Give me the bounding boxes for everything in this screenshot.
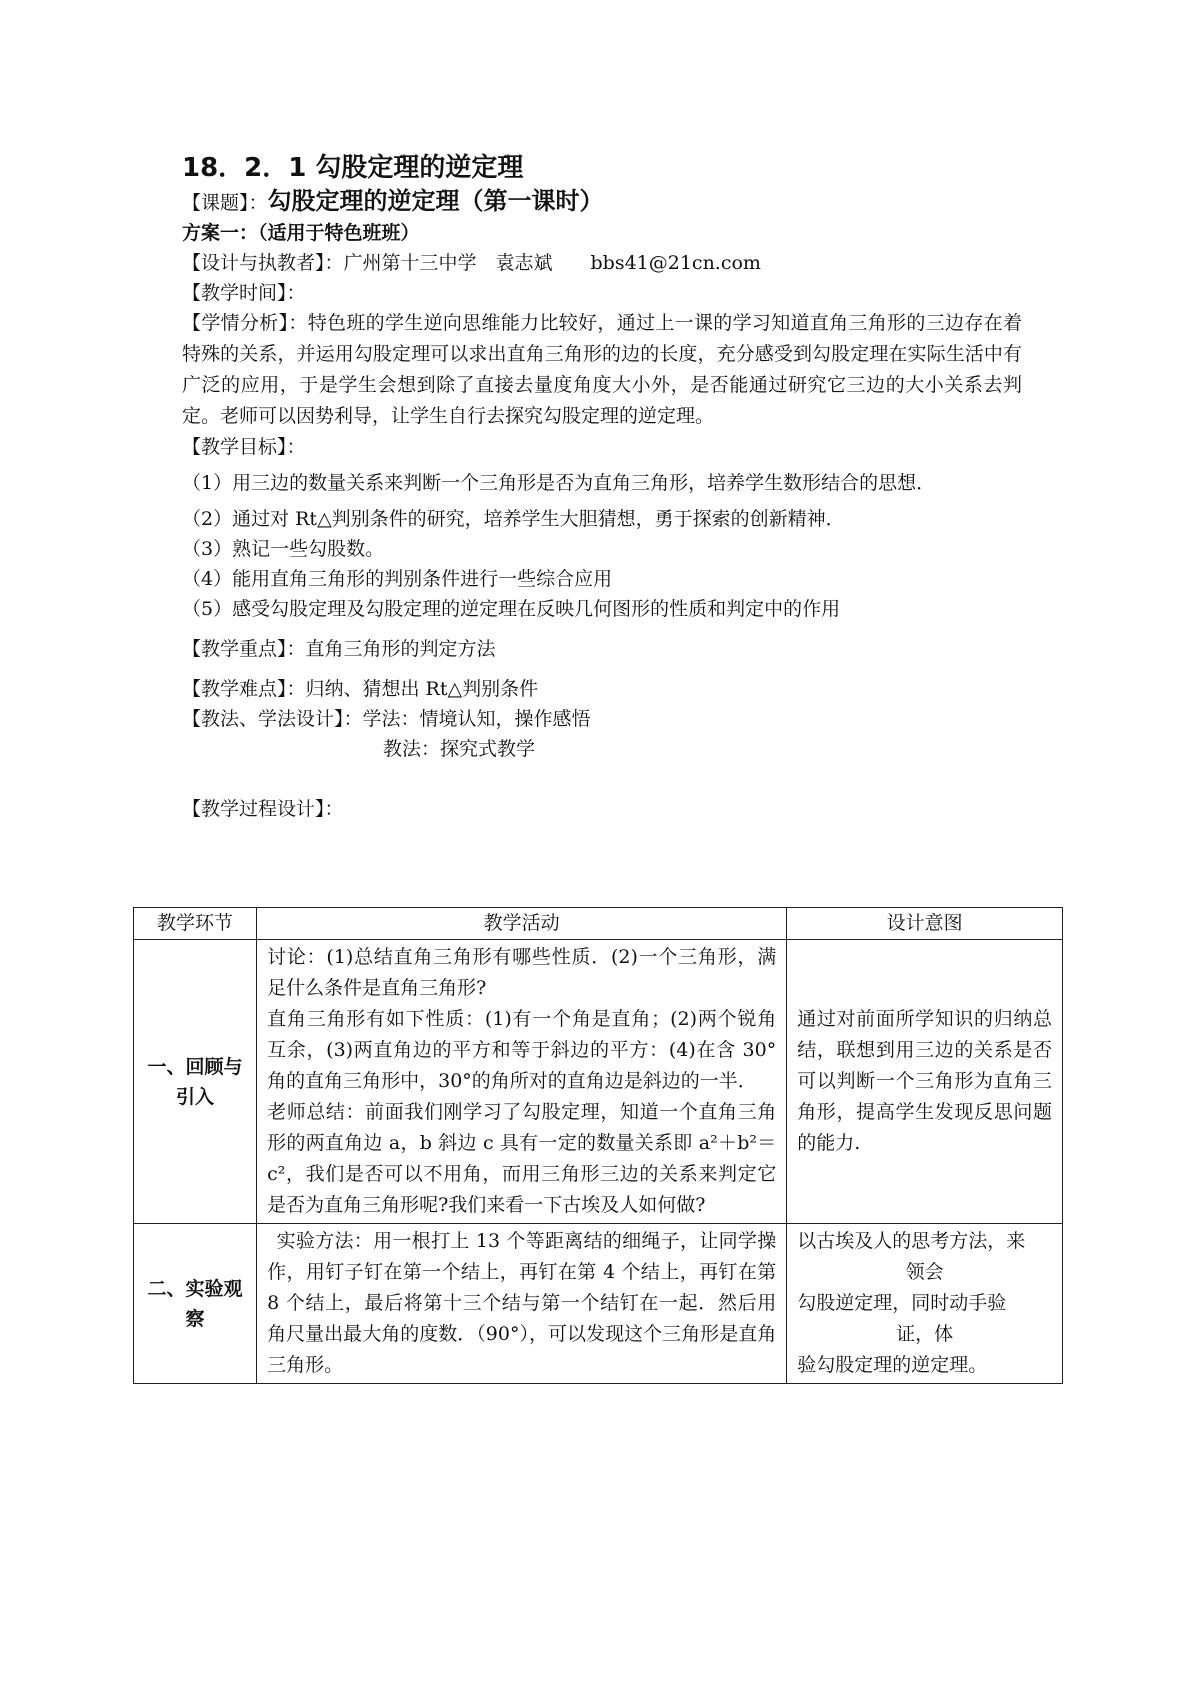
- goal-item: （2）通过对 Rt△判别条件的研究，培养学生大胆猜想，勇于探索的创新精神．: [182, 508, 845, 530]
- lesson-topic: [182, 186, 1042, 218]
- header-intent: 设计意图: [787, 908, 1063, 940]
- goal-item: （3）熟记一些勾股数。: [182, 538, 385, 560]
- intent-line: 领会: [905, 1261, 944, 1283]
- goals-label: 【教学目标】：: [182, 436, 306, 458]
- intent-cell: [787, 1224, 1063, 1384]
- methods-line2: 教法：探究式教学: [383, 738, 536, 760]
- header-stage: 教学环节: [134, 908, 257, 940]
- intent-line: 勾股逆定理，同时动手验: [797, 1292, 1007, 1314]
- analysis-label: 【学情分析】：: [182, 312, 308, 334]
- activity-paragraph: 讨论：(1)总结直角三角形有哪些性质．(2)一个三角形，满足什么条件是直角三角形?: [267, 946, 777, 999]
- section-title: 18．2．1 勾股定理的逆定理: [182, 153, 524, 183]
- teaching-time: 【教学时间】：: [182, 282, 306, 304]
- student-analysis: [182, 308, 1022, 432]
- plan-label: 方案一：（适用于特色班班）: [182, 222, 420, 244]
- topic-label: 【课题】：: [182, 192, 268, 214]
- intent-line: 证，体: [896, 1323, 954, 1345]
- goal-item: （5）感受勾股定理及勾股定理的逆定理在反映几何图形的性质和判定中的作用: [182, 598, 841, 620]
- goal-item: （4）能用直角三角形的判别条件进行一些综合应用: [182, 568, 613, 590]
- lesson-process-table: [133, 907, 1063, 1384]
- process-label: 【教学过程设计】：: [182, 798, 344, 820]
- methods-line1: 【教法、学法设计】：学法：情境认知，操作感悟: [182, 708, 591, 730]
- activity-paragraph: 老师总结：前面我们刚学习了勾股定理，知道一个直角三角形的两直角边 a，b 斜边 c 具有一定的数量关系即 a²＋b²＝c²，我们是否可以不用角，而用三角形三边的关系来判定它是否为直角三角形呢?我们来看一下古埃及人如何做?: [267, 1101, 777, 1216]
- designer-line: 【设计与执教者】：广州第十三中学 袁志斌 bbs41@21cn.com: [182, 252, 761, 274]
- stage-cell: 二、实验观察: [134, 1224, 257, 1384]
- difficulty: 【教学难点】：归纳、猜想出 Rt△判别条件: [182, 678, 539, 700]
- key-point: 【教学重点】：直角三角形的判定方法: [182, 638, 496, 660]
- table-row: [134, 1224, 1063, 1384]
- intent-line: 以古埃及人的思考方法，来: [797, 1230, 1026, 1252]
- stage-cell: 一、回顾与引入: [134, 940, 257, 1224]
- table-header-row: [134, 908, 1063, 940]
- lesson-plan-body: [182, 150, 1042, 824]
- table-row: [134, 940, 1063, 1224]
- goal-item: （1）用三边的数量关系来判断一个三角形是否为直角三角形，培养学生数形结合的思想．: [182, 472, 936, 494]
- activity-paragraph: 直角三角形有如下性质：(1)有一个角是直角；(2)两个锐角互余，(3)两直角边的平方和等于斜边的平方：(4)在含 30°角的直角三角形中，30°的角所对的直角边是斜边的一半．: [267, 1008, 777, 1092]
- topic-name: 勾股定理的逆定理（第一课时）: [267, 187, 604, 215]
- intent-cell: 通过对前面所学知识的归纳总结，联想到用三边的关系是否可以判断一个三角形为直角三角形，提高学生发现反思问题的能力.: [787, 940, 1063, 1224]
- analysis-text: 特色班的学生逆向思维能力比较好，通过上一课的学习知道直角三角形的三边存在着特殊的关系，并运用勾股定理可以求出直角三角形的边的长度，充分感受到勾股定理在实际生活中有广泛的应用，于是学生会想到除了直接去量度角度大小外，是否能通过研究它三边的大小关系去判定。老师可以因势利导，让学生自行去探究勾股定理的逆定理。: [182, 312, 1022, 427]
- activity-paragraph: 实验方法：用一根打上 13 个等距离结的细绳子，让同学操作，用钉子钉在第一个结上，再钉在第 4 个结上，再钉在第 8 个结上，最后将第十三个结与第一个结钉在一起．然后用角尺量出最大角的度数．（90°），可以发现这个三角形是直角三角形。: [267, 1230, 777, 1376]
- intent-line: 验勾股定理的逆定理。: [797, 1354, 988, 1376]
- header-activity: 教学活动: [257, 908, 787, 940]
- activity-cell: [257, 940, 787, 1224]
- activity-cell: [257, 1224, 787, 1384]
